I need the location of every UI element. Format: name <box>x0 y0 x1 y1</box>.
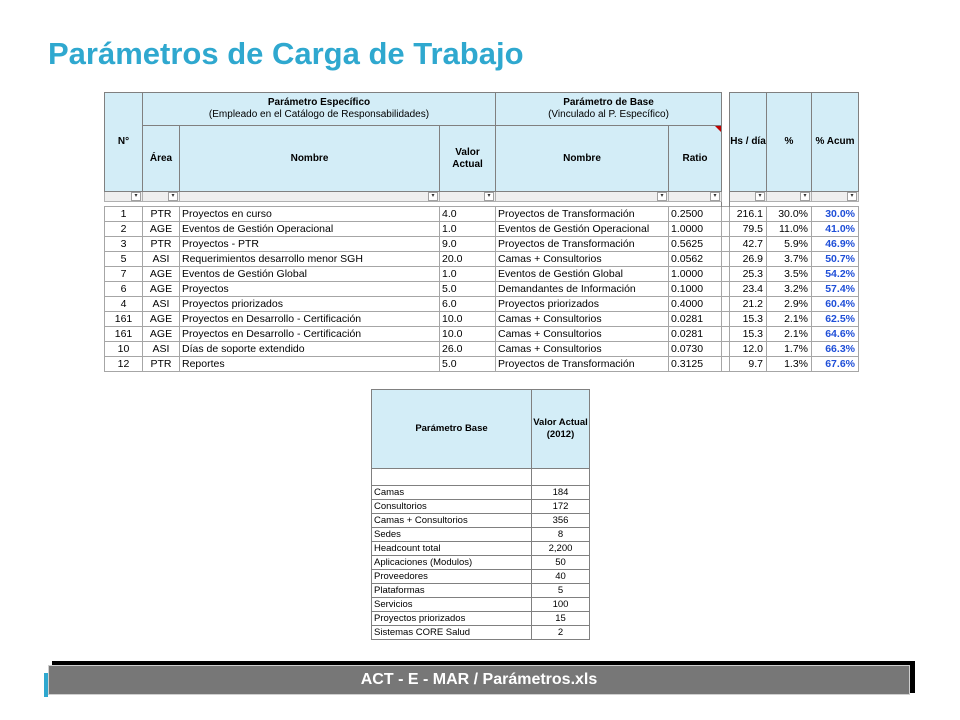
table-row <box>372 500 590 514</box>
table-row <box>372 570 590 584</box>
cell-nombre: Proyectos en Desarrollo - Certificación <box>180 327 440 342</box>
cell-nombre-base: Camas + Consultorios <box>496 327 669 342</box>
header-pct: % <box>767 93 812 192</box>
cell-valor-2012: 5 <box>532 584 590 598</box>
header-num: N° <box>105 93 143 192</box>
cell-parametro-base: Aplicaciones (Modulos) <box>372 556 532 570</box>
cell-nombre-base: Camas + Consultorios <box>496 312 669 327</box>
table-row <box>105 342 859 357</box>
cell-valor-2012: 100 <box>532 598 590 612</box>
table-row <box>372 542 590 556</box>
cell-valor-actual: 1.0 <box>440 267 496 282</box>
cell-valor-2012: 8 <box>532 528 590 542</box>
autofilter-row <box>105 192 859 202</box>
table-row <box>105 222 859 237</box>
workload-rows <box>105 207 859 372</box>
cell-nombre: Eventos de Gestión Global <box>180 267 440 282</box>
cell-pct-acum: 54.2% <box>812 267 859 282</box>
cell-pct-acum: 41.0% <box>812 222 859 237</box>
cell-valor-actual: 1.0 <box>440 222 496 237</box>
table-row <box>105 237 859 252</box>
cell-nombre: Proyectos <box>180 282 440 297</box>
filter-dropdown-icon[interactable]: ▾ <box>710 192 720 201</box>
cell-nombre: Proyectos - PTR <box>180 237 440 252</box>
cell-parametro-base: Headcount total <box>372 542 532 556</box>
cell-valor-2012: 172 <box>532 500 590 514</box>
table-row <box>372 528 590 542</box>
page-title: Parámetros de Carga de Trabajo <box>48 36 524 71</box>
cell-area: PTR <box>143 207 180 222</box>
cell-hs-dia: 26.9 <box>730 252 767 267</box>
cell-gap <box>722 327 730 342</box>
cell-area: AGE <box>143 312 180 327</box>
cell-area: AGE <box>143 327 180 342</box>
cell-parametro-base: Sistemas CORE Salud <box>372 626 532 640</box>
filter-dropdown-icon[interactable]: ▾ <box>428 192 438 201</box>
header-valor-actual-2012: Valor Actual (2012) <box>532 390 590 469</box>
cell-ratio: 0.3125 <box>669 357 722 372</box>
header-valor-actual: Valor Actual <box>440 126 496 192</box>
cell-pct: 2.1% <box>767 312 812 327</box>
table-row <box>372 612 590 626</box>
cell-pct: 3.2% <box>767 282 812 297</box>
cell-area: PTR <box>143 237 180 252</box>
cell-gap <box>722 267 730 282</box>
cell-area: ASI <box>143 342 180 357</box>
table-row <box>372 598 590 612</box>
cell-valor-actual: 5.0 <box>440 282 496 297</box>
cell-pct-acum: 66.3% <box>812 342 859 357</box>
filter-cell <box>440 192 496 202</box>
cell-valor-2012: 184 <box>532 486 590 500</box>
cell-gap <box>722 357 730 372</box>
cell-pct-acum: 60.4% <box>812 297 859 312</box>
cell-valor-actual: 20.0 <box>440 252 496 267</box>
cell-pct: 1.7% <box>767 342 812 357</box>
cell-ratio: 1.0000 <box>669 267 722 282</box>
cell-nombre-base: Camas + Consultorios <box>496 252 669 267</box>
header-area: Área <box>143 126 180 192</box>
footer-file-label: ACT - E - MAR / Parámetros.xls <box>360 671 598 688</box>
cell-nombre: Días de soporte extendido <box>180 342 440 357</box>
cell-pct-acum: 62.5% <box>812 312 859 327</box>
table-row <box>105 207 859 222</box>
cell-nombre: Requerimientos desarrollo menor SGH <box>180 252 440 267</box>
cell-hs-dia: 23.4 <box>730 282 767 297</box>
filter-dropdown-icon[interactable]: ▾ <box>131 192 141 201</box>
cell-ratio: 0.5625 <box>669 237 722 252</box>
cell-valor-actual: 4.0 <box>440 207 496 222</box>
cell-nombre: Eventos de Gestión Operacional <box>180 222 440 237</box>
cell-parametro-base: Camas <box>372 486 532 500</box>
filter-dropdown-icon[interactable]: ▾ <box>847 192 857 201</box>
table-row <box>372 584 590 598</box>
cell-parametro-base: Proyectos priorizados <box>372 612 532 626</box>
filter-dropdown-icon[interactable]: ▾ <box>168 192 178 201</box>
header-parametro-base: Parámetro Base <box>372 390 532 469</box>
header-group-base <box>496 93 722 126</box>
cell-ratio: 0.0562 <box>669 252 722 267</box>
cell-nombre-base: Demandantes de Información <box>496 282 669 297</box>
filter-cell <box>143 192 180 202</box>
cell-valor-2012: 2 <box>532 626 590 640</box>
header-hs-dia: Hs / día <box>730 93 767 192</box>
header-group-base-subtitle: (Vinculado al P. Específico) <box>548 109 669 120</box>
cell-parametro-base: Proveedores <box>372 570 532 584</box>
cell-gap <box>722 342 730 357</box>
cell-valor-actual: 10.0 <box>440 327 496 342</box>
cell-ratio: 0.2500 <box>669 207 722 222</box>
cell-pct: 1.3% <box>767 357 812 372</box>
cell-gap <box>722 252 730 267</box>
cell-num: 161 <box>105 312 143 327</box>
cell-hs-dia: 15.3 <box>730 312 767 327</box>
cell-gap <box>722 207 730 222</box>
table-row <box>105 357 859 372</box>
cell-area: ASI <box>143 297 180 312</box>
cell-ratio: 0.0281 <box>669 327 722 342</box>
cell-gap <box>722 312 730 327</box>
cell-hs-dia: 9.7 <box>730 357 767 372</box>
spacer-cell <box>372 469 532 486</box>
table-row <box>372 626 590 640</box>
cell-hs-dia: 79.5 <box>730 222 767 237</box>
cell-valor-2012: 15 <box>532 612 590 626</box>
filter-cell <box>767 192 812 202</box>
cell-num: 10 <box>105 342 143 357</box>
cell-parametro-base: Camas + Consultorios <box>372 514 532 528</box>
cell-pct-acum: 30.0% <box>812 207 859 222</box>
cell-pct: 5.9% <box>767 237 812 252</box>
header-group-especifico <box>143 93 496 126</box>
cell-valor-actual: 6.0 <box>440 297 496 312</box>
filter-cell <box>496 192 669 202</box>
cell-gap <box>722 222 730 237</box>
cell-nombre-base: Camas + Consultorios <box>496 342 669 357</box>
cell-nombre-base: Eventos de Gestión Global <box>496 267 669 282</box>
cell-area: AGE <box>143 222 180 237</box>
filter-dropdown-icon[interactable]: ▾ <box>755 192 765 201</box>
table-row <box>372 556 590 570</box>
cell-area: ASI <box>143 252 180 267</box>
cell-ratio: 0.1000 <box>669 282 722 297</box>
cell-valor-2012: 356 <box>532 514 590 528</box>
cell-nombre-base: Proyectos de Transformación <box>496 357 669 372</box>
cell-num: 12 <box>105 357 143 372</box>
cell-area: AGE <box>143 267 180 282</box>
cell-hs-dia: 12.0 <box>730 342 767 357</box>
cell-valor-actual: 9.0 <box>440 237 496 252</box>
cell-valor-2012: 40 <box>532 570 590 584</box>
cell-valor-actual: 5.0 <box>440 357 496 372</box>
filter-cell <box>180 192 440 202</box>
table-row <box>105 267 859 282</box>
header-group-base-title: Parámetro de Base <box>563 97 654 108</box>
footer-bar <box>48 665 910 695</box>
filter-dropdown-icon[interactable]: ▾ <box>800 192 810 201</box>
header-pct-acum: % Acum <box>812 93 859 192</box>
cell-parametro-base: Servicios <box>372 598 532 612</box>
filter-dropdown-icon[interactable]: ▾ <box>484 192 494 201</box>
filter-cell <box>812 192 859 202</box>
cell-parametro-base: Consultorios <box>372 500 532 514</box>
cell-nombre: Proyectos en curso <box>180 207 440 222</box>
header-nombre: Nombre <box>180 126 440 192</box>
table-row <box>105 252 859 267</box>
cell-num: 3 <box>105 237 143 252</box>
filter-dropdown-icon[interactable]: ▾ <box>657 192 667 201</box>
header-ratio-label: Ratio <box>682 152 708 164</box>
base-parameter-rows <box>372 486 590 640</box>
spacer-cell <box>532 469 590 486</box>
cell-valor-2012: 50 <box>532 556 590 570</box>
cell-parametro-base: Sedes <box>372 528 532 542</box>
workload-parameters-table <box>104 92 859 372</box>
cell-num: 4 <box>105 297 143 312</box>
cell-num: 7 <box>105 267 143 282</box>
table-row <box>105 327 859 342</box>
cell-gap <box>722 297 730 312</box>
cell-pct-acum: 46.9% <box>812 237 859 252</box>
cell-nombre-base: Proyectos priorizados <box>496 297 669 312</box>
filter-cell <box>669 192 722 202</box>
cell-gap <box>722 282 730 297</box>
cell-nombre: Proyectos en Desarrollo - Certificación <box>180 312 440 327</box>
cell-pct-acum: 57.4% <box>812 282 859 297</box>
header-ratio <box>669 126 722 192</box>
comment-indicator-icon[interactable] <box>715 126 721 132</box>
cell-ratio: 1.0000 <box>669 222 722 237</box>
cell-hs-dia: 21.2 <box>730 297 767 312</box>
cell-valor-2012: 2,200 <box>532 542 590 556</box>
cell-pct-acum: 64.6% <box>812 327 859 342</box>
cell-hs-dia: 216.1 <box>730 207 767 222</box>
cell-area: AGE <box>143 282 180 297</box>
cell-num: 161 <box>105 327 143 342</box>
cell-num: 1 <box>105 207 143 222</box>
cell-valor-actual: 26.0 <box>440 342 496 357</box>
spacer-row <box>372 469 590 486</box>
cell-pct: 30.0% <box>767 207 812 222</box>
cell-area: PTR <box>143 357 180 372</box>
table-row <box>372 486 590 500</box>
cell-nombre: Reportes <box>180 357 440 372</box>
filter-cell <box>730 192 767 202</box>
cell-ratio: 0.0730 <box>669 342 722 357</box>
cell-pct: 3.7% <box>767 252 812 267</box>
cell-nombre: Proyectos priorizados <box>180 297 440 312</box>
cell-ratio: 0.4000 <box>669 297 722 312</box>
cell-pct: 3.5% <box>767 267 812 282</box>
table-row <box>105 312 859 327</box>
base-parameters-table <box>371 389 590 640</box>
cell-nombre-base: Proyectos de Transformación <box>496 237 669 252</box>
table-row <box>372 514 590 528</box>
filter-cell <box>722 192 730 202</box>
filter-cell <box>105 192 143 202</box>
cell-nombre-base: Proyectos de Transformación <box>496 207 669 222</box>
cell-gap <box>722 237 730 252</box>
cell-hs-dia: 15.3 <box>730 327 767 342</box>
table-row <box>105 282 859 297</box>
cell-num: 6 <box>105 282 143 297</box>
cell-num: 5 <box>105 252 143 267</box>
cell-pct: 11.0% <box>767 222 812 237</box>
header-group-especifico-title: Parámetro Específico <box>267 97 371 108</box>
cell-pct: 2.1% <box>767 327 812 342</box>
cell-hs-dia: 42.7 <box>730 237 767 252</box>
cell-nombre-base: Eventos de Gestión Operacional <box>496 222 669 237</box>
cell-pct-acum: 50.7% <box>812 252 859 267</box>
header-nombre-base: Nombre <box>496 126 669 192</box>
header-group-especifico-subtitle: (Empleado en el Catálogo de Responsabilidades) <box>208 109 430 120</box>
cell-valor-actual: 10.0 <box>440 312 496 327</box>
cell-pct-acum: 67.6% <box>812 357 859 372</box>
cell-ratio: 0.0281 <box>669 312 722 327</box>
cell-num: 2 <box>105 222 143 237</box>
cell-pct: 2.9% <box>767 297 812 312</box>
table-row <box>105 297 859 312</box>
cell-hs-dia: 25.3 <box>730 267 767 282</box>
cell-parametro-base: Plataformas <box>372 584 532 598</box>
column-gap <box>722 93 730 192</box>
